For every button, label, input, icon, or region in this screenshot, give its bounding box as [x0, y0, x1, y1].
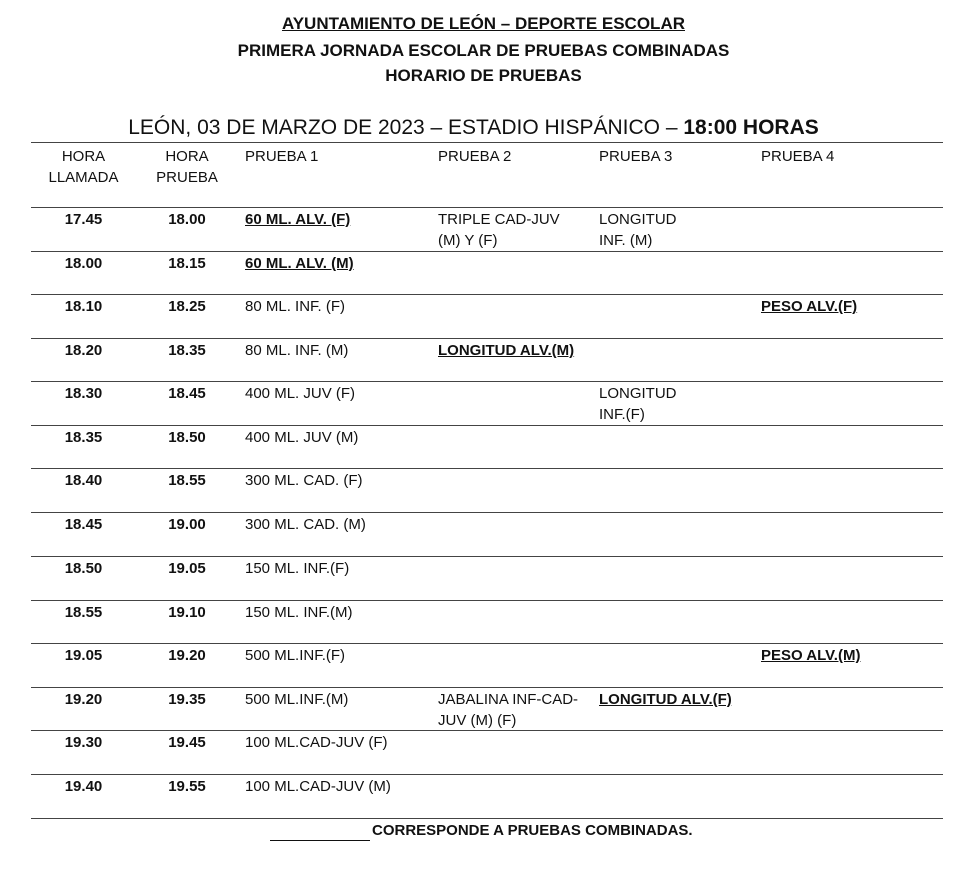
- prueba1-cell: 300 ML. CAD. (F): [245, 472, 363, 489]
- prueba1-cell: 100 ML.CAD-JUV (F): [245, 734, 388, 751]
- prueba2-cell-line2: (M) Y (F): [438, 232, 498, 249]
- row-divider: [31, 556, 943, 557]
- footer-text: CORRESPONDE A PRUEBAS COMBINADAS.: [372, 822, 693, 839]
- col-header-hora-prueba: [142, 146, 232, 188]
- hora-llamada-cell: 19.40: [64, 778, 103, 795]
- col-header-hora-llamada-line1: HORA: [61, 148, 106, 165]
- prueba1-cell: 80 ML. INF. (F): [245, 298, 346, 315]
- hora-prueba-cell: 19.55: [168, 778, 206, 795]
- row-divider: [31, 600, 943, 601]
- prueba1-cell: 60 ML. ALV. (M): [245, 255, 354, 272]
- col-header-hora-llamada: [36, 146, 131, 188]
- hora-prueba-cell: 19.00: [168, 516, 206, 533]
- row-divider: [31, 294, 943, 295]
- footer-note: [270, 820, 693, 841]
- row-divider: [31, 512, 943, 513]
- prueba1-cell: 400 ML. JUV (F): [245, 385, 356, 402]
- col-header-hora-llamada-line2: LLAMADA: [48, 169, 119, 186]
- prueba1-cell: 60 ML. ALV. (F): [245, 211, 351, 228]
- prueba3-cell: LONGITUD ALV.(F): [599, 691, 732, 708]
- prueba1-cell: 500 ML.INF.(M): [245, 691, 349, 708]
- hora-prueba-cell: 18.25: [168, 298, 206, 315]
- hora-llamada-cell: 18.20: [64, 342, 103, 359]
- prueba3-cell-line2: INF.(F): [599, 406, 645, 423]
- hora-prueba-cell: 19.10: [168, 604, 206, 621]
- prueba2-cell: LONGITUD ALV.(M): [438, 342, 575, 359]
- prueba3-cell: LONGITUD: [599, 385, 677, 402]
- hora-llamada-cell: 19.30: [64, 734, 103, 751]
- hora-prueba-cell: 19.35: [168, 691, 206, 708]
- row-divider: [31, 338, 943, 339]
- prueba3-cell: LONGITUD: [599, 211, 677, 228]
- hora-llamada-cell: 18.30: [64, 385, 103, 402]
- prueba3-cell-line2: INF. (M): [599, 232, 653, 249]
- row-divider: [31, 251, 943, 252]
- hora-prueba-cell: 18.00: [168, 211, 206, 228]
- hora-prueba-cell: 19.20: [168, 647, 206, 664]
- prueba1-cell: 100 ML.CAD-JUV (M): [245, 778, 391, 795]
- row-divider: [31, 643, 943, 644]
- hora-llamada-cell: 18.40: [64, 472, 103, 489]
- hora-llamada-cell: 18.45: [64, 516, 103, 533]
- row-divider: [31, 774, 943, 775]
- hora-llamada-cell: 18.00: [64, 255, 103, 272]
- table-top-rule: [31, 142, 943, 143]
- hora-prueba-cell: 19.45: [168, 734, 206, 751]
- event-location-date: LEÓN, 03 DE MARZO DE 2023 – ESTADIO HISPÁNICO –: [128, 116, 684, 139]
- event-subtitle: [0, 116, 947, 140]
- event-start-time: 18:00 HORAS: [683, 116, 819, 139]
- schedule-title: HORARIO DE PRUEBAS: [385, 66, 582, 85]
- prueba2-cell-line2: JUV (M) (F): [438, 712, 517, 729]
- row-divider: [31, 425, 943, 426]
- prueba4-cell: PESO ALV.(F): [761, 298, 858, 315]
- row-divider: [31, 687, 943, 688]
- hora-llamada-cell: 17.45: [64, 211, 103, 228]
- row-divider: [31, 468, 943, 469]
- col-header-prueba3: PRUEBA 3: [599, 148, 673, 165]
- prueba1-cell: 80 ML. INF. (M): [245, 342, 349, 359]
- prueba1-cell: 150 ML. INF.(F): [245, 560, 350, 577]
- table-bottom-rule: [31, 818, 943, 819]
- hora-llamada-cell: 19.05: [64, 647, 103, 664]
- hora-prueba-cell: 18.45: [168, 385, 206, 402]
- prueba4-cell: PESO ALV.(M): [761, 647, 861, 664]
- col-header-prueba4: PRUEBA 4: [761, 148, 835, 165]
- event-title: PRIMERA JORNADA ESCOLAR DE PRUEBAS COMBINADAS: [237, 41, 730, 60]
- prueba1-cell: 300 ML. CAD. (M): [245, 516, 366, 533]
- hora-prueba-cell: 18.35: [168, 342, 206, 359]
- col-header-hora-prueba-line1: HORA: [165, 148, 209, 165]
- col-header-hora-prueba-line2: PRUEBA: [156, 169, 218, 186]
- hora-llamada-cell: 19.20: [64, 691, 103, 708]
- hora-llamada-cell: 18.35: [64, 429, 103, 446]
- hora-llamada-cell: 18.55: [64, 604, 103, 621]
- hora-prueba-cell: 18.15: [168, 255, 206, 272]
- col-header-prueba1: PRUEBA 1: [245, 148, 319, 165]
- prueba1-cell: 400 ML. JUV (M): [245, 429, 359, 446]
- footer-blank-line: [270, 825, 370, 841]
- prueba1-cell: 500 ML.INF.(F): [245, 647, 346, 664]
- hora-llamada-cell: 18.50: [64, 560, 103, 577]
- hora-llamada-cell: 18.10: [64, 298, 103, 315]
- row-divider: [31, 381, 943, 382]
- hora-prueba-cell: 19.05: [168, 560, 206, 577]
- prueba2-cell: JABALINA INF-CAD-: [438, 691, 579, 708]
- col-header-prueba2: PRUEBA 2: [438, 148, 512, 165]
- hora-prueba-cell: 18.50: [168, 429, 206, 446]
- prueba1-cell: 150 ML. INF.(M): [245, 604, 353, 621]
- document-title: AYUNTAMIENTO DE LEÓN – DEPORTE ESCOLAR: [281, 14, 685, 33]
- row-divider: [31, 730, 943, 731]
- hora-prueba-cell: 18.55: [168, 472, 206, 489]
- prueba2-cell: TRIPLE CAD-JUV: [438, 211, 560, 228]
- row-divider: [31, 207, 943, 208]
